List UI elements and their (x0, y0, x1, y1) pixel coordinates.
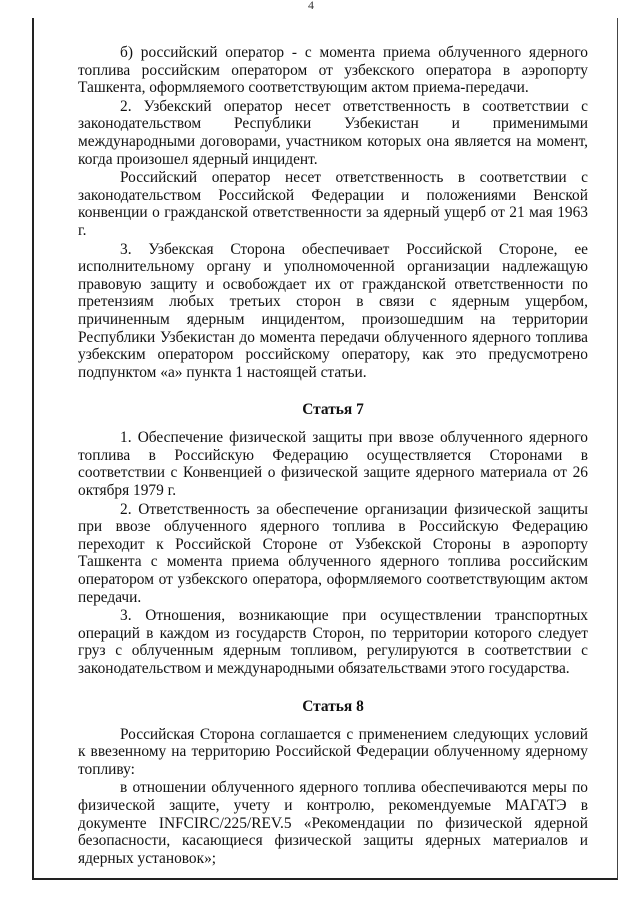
paragraph-1b: б) российский оператор - с момента приема облученного ядерного топлива российским оператором от узбекского оператора в аэропорту Ташкента, оформляемого соответствующим актом приема-передачи. (78, 44, 588, 97)
page-number-mark: 4 (308, 0, 314, 12)
paragraph-2: 2. Узбекский оператор несет ответственность в соответствии с законодательством Республики Узбекистан и применимыми международными договорами, участником которых она является на момент, когда произошел ядерный инцидент. (78, 97, 588, 168)
article-7-paragraph-2: 2. Ответственность за обеспечение организации физической защиты при ввозе облученного ядерного топлива в Российскую Федерацию переходит к Российской Стороне от Узбекской Стороны в аэропорту Ташкента с момента приема облученного ядерного топлива российским оператором от узбекского оператора, оформляемого соответствующим актом передачи. (78, 500, 588, 606)
article-8-paragraph-1: Российская Сторона соглашается с применением следующих условий к ввезенному на территорию Российской Федерации облученному ядерному топливу: (78, 725, 588, 778)
document-body (78, 44, 588, 867)
paragraph-russian-operator: Российский оператор несет ответственность в соответствии с законодательством Российской Федерации и положениями Венской конвенции о гражданской ответственности за ядерный ущерб от 21 мая 1963 г. (78, 169, 588, 239)
article-7-paragraph-1: 1. Обеспечение физической защиты при ввозе облученного ядерного топлива в Российскую Федерацию осуществляется Сторонами в соответствии с Конвенцией о физической защите ядерного материала от 26 октября 1979 г. (78, 429, 588, 500)
paragraph-3: 3. Узбекская Сторона обеспечивает Российской Стороне, ее исполнительному органу и уполномоченной организации надлежащую правовую защиту и освобождает их от гражданской ответственности по претензиям любых третьих сторон в связи с ядерным ущербом, причиненным ядерным инцидентом, произошедшим на территории Республики Узбекистан до момента передачи облученного ядерного топлива узбекским оператором российскому оператору, как это предусмотрено подпунктом «а» пункта 1 настоящей статьи. (78, 240, 588, 381)
article-7-paragraph-3: 3. Отношения, возникающие при осуществлении транспортных операций в каждом из государств Сторон, по территории которого следует груз с облученным ядерным топливом, регулируются в соответствии с законодательством и международными обязательствами этого государства. (78, 607, 588, 677)
article-8-paragraph-2: в отношении облученного ядерного топлива обеспечиваются меры по физической защите, учету и контролю, рекомендуемые МАГАТЭ в документе INFCIRC/225/REV.5 «Рекомендации по физической ядерной безопасности, касающиеся физической защиты ядерных материалов и ядерных установок»; (78, 779, 588, 867)
article-8-heading: Статья 8 (302, 697, 364, 715)
article-7-heading: Статья 7 (302, 401, 364, 419)
